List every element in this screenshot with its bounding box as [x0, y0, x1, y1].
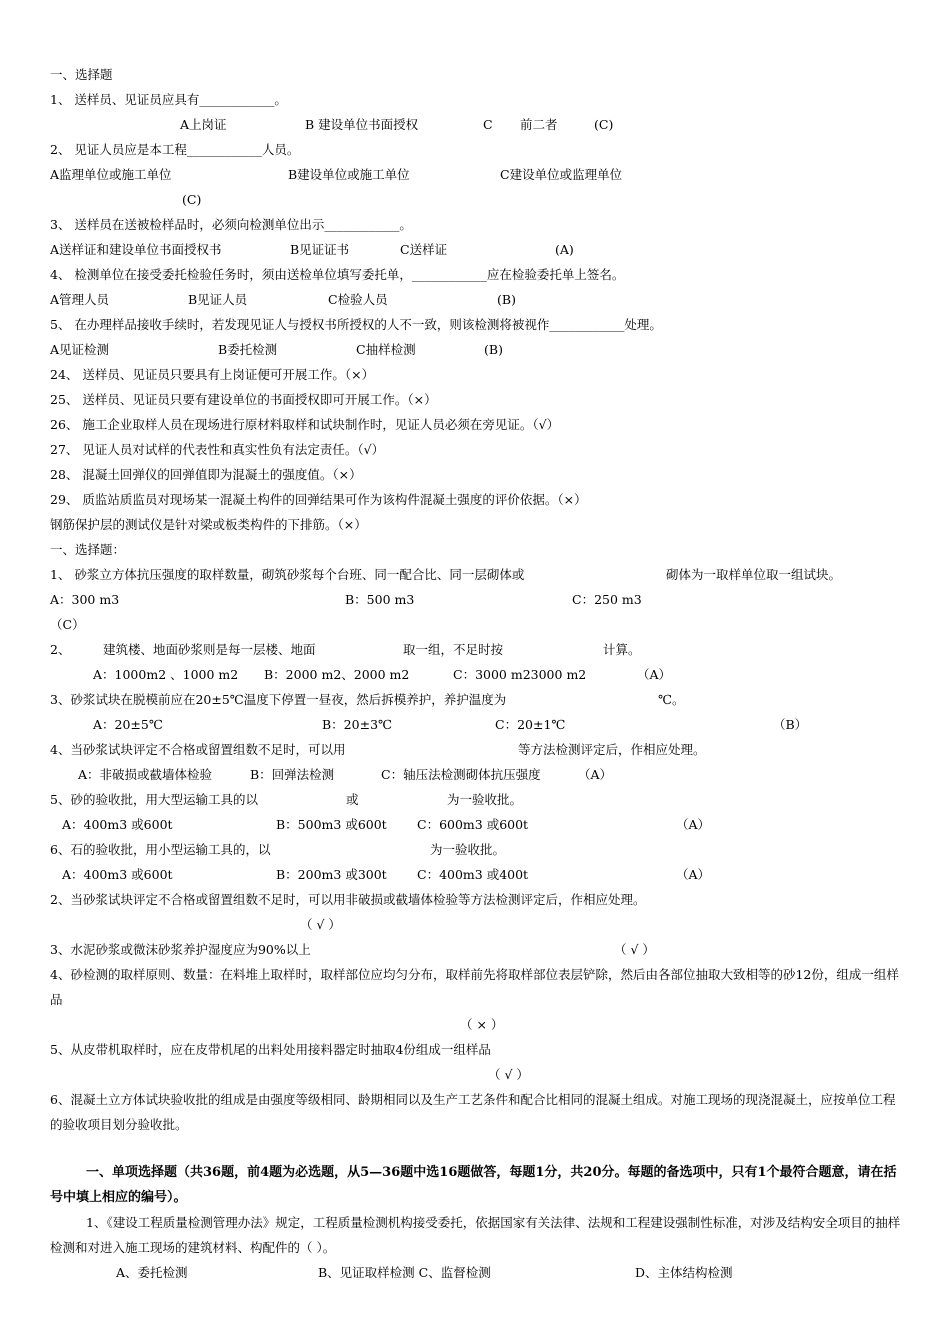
text-line — [0, 162, 950, 187]
text-segment: （B） — [773, 717, 808, 732]
paragraph: 6、混凝土立方体试块验收批的组成是由强度等级相同、龄期相同以及生产工艺条件和配合比相同的混凝土组成。对施工现场的现浇混凝土，应按单位工程的验收项目划分验收批。 — [50, 1092, 896, 1132]
text-segment: B见证人员 — [188, 292, 248, 307]
text-segment: C：20±1℃ — [495, 717, 566, 732]
text-segment: 前二者 — [520, 117, 558, 132]
text-segment: 2、 — [50, 642, 71, 657]
text-segment: （C） — [50, 617, 85, 632]
text-segment: 为一验收批。 — [447, 792, 523, 807]
text-segment: 28、 混凝土回弹仪的回弹值即为混凝土的强度值。（×） — [50, 467, 362, 482]
text-segment: 6、石的验收批，用小型运输工具的，以 — [50, 842, 271, 857]
text-segment: D、主体结构检测 — [635, 1265, 733, 1280]
text-line — [0, 287, 950, 312]
text-segment: 26、 施工企业取样人员在现场进行原材料取样和试块制作时，见证人员必须在旁见证。（√） — [50, 417, 560, 432]
text-line — [0, 387, 950, 412]
text-segment: 5、砂的验收批，用大型运输工具的以 — [50, 792, 258, 807]
text-line — [0, 112, 950, 137]
text-line — [0, 1037, 950, 1062]
text-segment: C送样证 — [400, 242, 448, 257]
text-line — [0, 937, 950, 962]
text-line — [0, 887, 950, 912]
text-line — [0, 687, 950, 712]
text-segment: C：3000 m23000 m2 — [453, 667, 587, 682]
text-segment: A监理单位或施工单位 — [50, 167, 172, 182]
text-segment: 25、 送样员、见证员只要有建设单位的书面授权即可开展工作。（×） — [50, 392, 437, 407]
text-segment: C建设单位或监理单位 — [500, 167, 623, 182]
text-segment: 一、选择题： — [50, 542, 126, 557]
text-segment: （A） — [676, 817, 711, 832]
text-segment: B：200m3 或300t — [276, 867, 387, 882]
paragraph: 1、《建设工程质量检测管理办法》规定，工程质量检测机构接受委托，依据国家有关法律、法规和工程建设强制性标准，对涉及结构安全项目的抽样检测和对进入施工现场的建筑材料、构配件的（ ）。 — [50, 1215, 901, 1255]
text-segment: (C) — [182, 192, 202, 207]
text-segment: 4、 检测单位在接受委托检验任务时，须由送检单位填写委托单，____________应在检验委托单上签名。 — [50, 267, 625, 282]
text-line — [0, 762, 950, 787]
text-segment: 一、选择题 — [50, 67, 113, 82]
text-segment: 3、水泥砂浆或微沫砂浆养护湿度应为90%以上 — [50, 942, 311, 957]
text-line — [0, 512, 950, 537]
text-segment: 计算。 — [603, 642, 641, 657]
text-segment: B：500 m3 — [345, 592, 415, 607]
text-segment: 24、 送样员、见证员只要具有上岗证便可开展工作。（×） — [50, 367, 375, 382]
text-segment: 砌体为一取样单位取一组试块。 — [666, 567, 842, 582]
text-segment: （A） — [676, 867, 711, 882]
text-segment: B：2000 m2、2000 m2 — [264, 667, 410, 682]
text-segment: B 建设单位书面授权 — [305, 117, 419, 132]
text-line — [0, 1260, 950, 1285]
text-segment: (B) — [484, 342, 503, 357]
text-segment: 29、 质监站质监员对现场某一混凝土构件的回弹结果可作为该构件混凝土强度的评价依据。（×） — [50, 492, 587, 507]
section-heading: 一、单项选择题（共36题，前4题为必选题，从5—36题中选16题做答，每题1分，共20分。每题的备选项中，只有1个最符合题意，请在括号中填上相应的编号）。 — [50, 1165, 897, 1205]
text-segment: 等方法检测评定后，作相应处理。 — [518, 742, 706, 757]
text-line — [0, 637, 950, 662]
text-segment: C：400m3 或400t — [417, 867, 529, 882]
text-segment: 4、当砂浆试块评定不合格或留置组数不足时，可以用 — [50, 742, 346, 757]
text-line — [0, 912, 950, 937]
text-segment: 2、 见证人员应是本工程____________人员。 — [50, 142, 300, 157]
text-segment: C抽样检测 — [356, 342, 416, 357]
text-segment: A：400m3 或600t — [62, 867, 173, 882]
text-line — [0, 737, 950, 762]
text-segment: 2、当砂浆试块评定不合格或留置组数不足时，可以用非破损或截墙体检验等方法检测评定后，作相应处理。 — [50, 892, 646, 907]
text-line — [0, 612, 950, 637]
text-segment: A、委托检测 — [116, 1265, 188, 1280]
text-segment: （A） — [637, 667, 672, 682]
text-segment: 5、从皮带机取样时，应在皮带机尾的出料处用接料器定时抽取4份组成一组样品 — [50, 1042, 491, 1057]
text-segment: (A) — [555, 242, 574, 257]
text-line — [0, 412, 950, 437]
text-line — [0, 337, 950, 362]
text-line — [0, 437, 950, 462]
text-segment: B：20±3℃ — [322, 717, 393, 732]
text-segment: 5、 在办理样品接收手续时，若发现见证人与授权书所授权的人不一致，则该检测将被视作____________处理。 — [50, 317, 662, 332]
text-segment: 27、 见证人员对试样的代表性和真实性负有法定责任。（√） — [50, 442, 385, 457]
text-segment: 3、砂浆试块在脱模前应在20±5℃温度下停置一昼夜，然后拆模养护，养护温度为 — [50, 692, 507, 707]
text-line — [0, 562, 950, 587]
text-segment: A见证检测 — [50, 342, 110, 357]
text-segment: (B) — [497, 292, 516, 307]
text-segment: A：20±5℃ — [93, 717, 163, 732]
text-segment: A上岗证 — [180, 117, 227, 132]
text-line — [0, 1012, 950, 1037]
text-line — [0, 487, 950, 512]
text-segment: B、见证取样检测 C、监督检测 — [318, 1265, 491, 1280]
text-segment: A管理人员 — [50, 292, 110, 307]
text-segment: 取一组，不足时按 — [403, 642, 504, 657]
text-segment: C — [483, 117, 493, 132]
text-segment: （ √ ） — [300, 917, 341, 932]
text-segment: C检验人员 — [328, 292, 388, 307]
text-segment: 建筑楼、地面砂浆则是每一层楼、地面 — [103, 642, 316, 657]
text-line — [0, 587, 950, 612]
text-segment: 1、 送样员、见证员应具有____________。 — [50, 92, 287, 107]
text-segment: 3、 送样员在送被检样品时，必须向检测单位出示____________。 — [50, 217, 412, 232]
text-line — [0, 262, 950, 287]
text-line — [0, 812, 950, 837]
text-segment: 或 — [346, 792, 359, 807]
text-line — [0, 862, 950, 887]
text-line — [0, 212, 950, 237]
text-line — [0, 1062, 950, 1087]
text-line — [0, 837, 950, 862]
text-line — [0, 237, 950, 262]
text-segment: （ √ ） — [614, 942, 655, 957]
text-segment: (C) — [594, 117, 614, 132]
text-line — [0, 662, 950, 687]
text-segment: （ × ） — [460, 1017, 504, 1032]
text-line — [0, 787, 950, 812]
text-line — [0, 712, 950, 737]
text-line — [0, 537, 950, 562]
text-segment: C：600m3 或600t — [417, 817, 529, 832]
text-segment: A：300 m3 — [50, 592, 120, 607]
text-line — [0, 462, 950, 487]
text-line — [0, 62, 950, 87]
text-segment: B：500m3 或600t — [276, 817, 387, 832]
text-segment: ℃。 — [658, 692, 685, 707]
text-line — [0, 137, 950, 162]
text-segment: B见证证书 — [290, 242, 350, 257]
text-line — [0, 362, 950, 387]
text-segment: A送样证和建设单位书面授权书 — [50, 242, 222, 257]
text-segment: B建设单位或施工单位 — [288, 167, 410, 182]
paragraph: 4、砂检测的取样原则、数量：在料堆上取样时，取样部位应均匀分布，取样前先将取样部位表层铲除，然后由各部位抽取大致相等的砂12份，组成一组样品 — [50, 967, 899, 1007]
text-segment: （ √ ） — [488, 1067, 529, 1082]
text-segment: 1、 砂浆立方体抗压强度的取样数量，砌筑砂浆每个台班、同一配合比、同一层砌体或 — [50, 567, 525, 582]
text-segment: C：轴压法检测砌体抗压强度 — [381, 767, 541, 782]
text-segment: 为一验收批。 — [430, 842, 506, 857]
text-line — [0, 312, 950, 337]
text-segment: （A） — [578, 767, 613, 782]
text-segment: C：250 m3 — [572, 592, 642, 607]
text-segment: A：400m3 或600t — [62, 817, 173, 832]
text-segment: B：回弹法检测 — [250, 767, 335, 782]
text-segment: A：非破损或截墙体检验 — [78, 767, 213, 782]
text-segment: 钢筋保护层的测试仪是针对梁或板类构件的下排筋。（×） — [50, 517, 367, 532]
text-segment: A：1000m2 、1000 m2 — [93, 667, 239, 682]
text-line — [0, 187, 950, 212]
text-line — [0, 87, 950, 112]
text-segment: B委托检测 — [218, 342, 278, 357]
